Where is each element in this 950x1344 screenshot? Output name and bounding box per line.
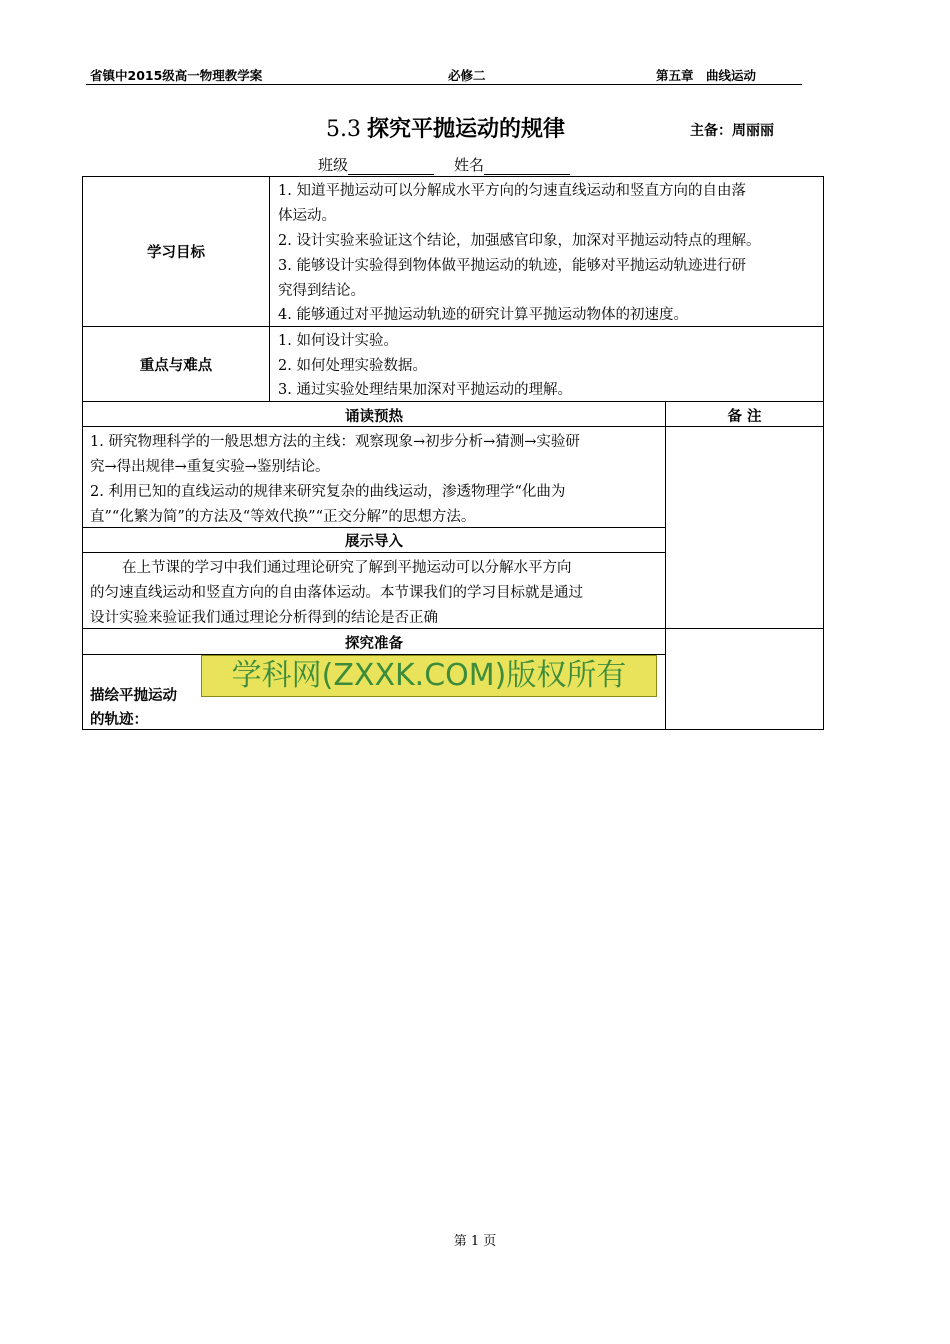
page-title bbox=[326, 112, 565, 143]
intro-line: 在上节课的学习中我们通过理论研究了解到平抛运动可以分解水平方向 bbox=[122, 560, 572, 576]
header-chapter: 第五章 曲线运动 bbox=[656, 68, 757, 83]
preview-line: 2. 利用已知的直线运动的规律来研究复杂的曲线运动，渗透物理学“化曲为 bbox=[90, 484, 566, 500]
intro-line: 设计实验来验证我们通过理论分析得到的结论是否正确 bbox=[90, 610, 438, 626]
keypoint-line: 3. 通过实验处理结果加深对平抛运动的理解。 bbox=[278, 382, 572, 398]
class-label: 班级 bbox=[318, 156, 349, 174]
name-blank[interactable] bbox=[484, 160, 570, 175]
preview-line: 究→得出规律→重复实验→鉴别结论。 bbox=[90, 459, 330, 475]
name-row bbox=[318, 154, 590, 175]
header-school: 省镇中2015级高一物理教学案 bbox=[90, 68, 263, 83]
notes-header: 备 注 bbox=[727, 409, 762, 425]
intro-header: 展示导入 bbox=[345, 534, 403, 550]
objective-line: 体运动。 bbox=[278, 208, 336, 224]
intro-line: 的匀速直线运动和竖直方向的自由落体运动。本节课我们的学习目标就是通过 bbox=[90, 585, 583, 601]
preview-header: 诵读预热 bbox=[345, 409, 403, 425]
class-blank[interactable] bbox=[348, 160, 434, 175]
prep-label-line1: 描绘平抛运动 bbox=[90, 688, 177, 704]
page-header bbox=[86, 66, 802, 85]
objective-line: 3. 能够设计实验得到物体做平抛运动的轨迹，能够对平抛运动轨迹进行研 bbox=[278, 258, 746, 274]
keypoints-label: 重点与难点 bbox=[139, 358, 213, 374]
keypoint-line: 2. 如何处理实验数据。 bbox=[278, 358, 427, 374]
header-volume: 必修二 bbox=[448, 68, 486, 83]
name-label: 姓名 bbox=[454, 156, 485, 174]
keypoint-line: 1. 如何设计实验。 bbox=[278, 333, 398, 349]
title-text: 探究平抛运动的规律 bbox=[367, 117, 566, 142]
prep-header: 探究准备 bbox=[345, 636, 403, 652]
objective-line: 2. 设计实验来验证这个结论，加强感官印象，加深对平抛运动特点的理解。 bbox=[278, 233, 761, 249]
title-number: 5.3 bbox=[326, 117, 361, 142]
watermark-logo: 学科网(ZXXK.COM)版权所有 bbox=[201, 655, 657, 697]
objectives-label: 学习目标 bbox=[147, 245, 205, 261]
author: 主备：周丽丽 bbox=[690, 123, 774, 139]
preview-line: 直”“化繁为简”的方法及“等效代换”“正交分解”的思想方法。 bbox=[90, 509, 476, 525]
page-number: 第 1 页 bbox=[453, 1234, 497, 1249]
preview-line: 1. 研究物理科学的一般思想方法的主线：观察现象→初步分析→猜测→实验研 bbox=[90, 434, 580, 450]
objective-line: 4. 能够通过对平抛运动轨迹的研究计算平抛运动物体的初速度。 bbox=[278, 307, 688, 323]
objective-line: 1. 知道平抛运动可以分解成水平方向的匀速直线运动和竖直方向的自由落 bbox=[278, 183, 746, 199]
objective-line: 究得到结论。 bbox=[278, 283, 365, 299]
prep-label-line2: 的轨迹： bbox=[90, 712, 148, 728]
